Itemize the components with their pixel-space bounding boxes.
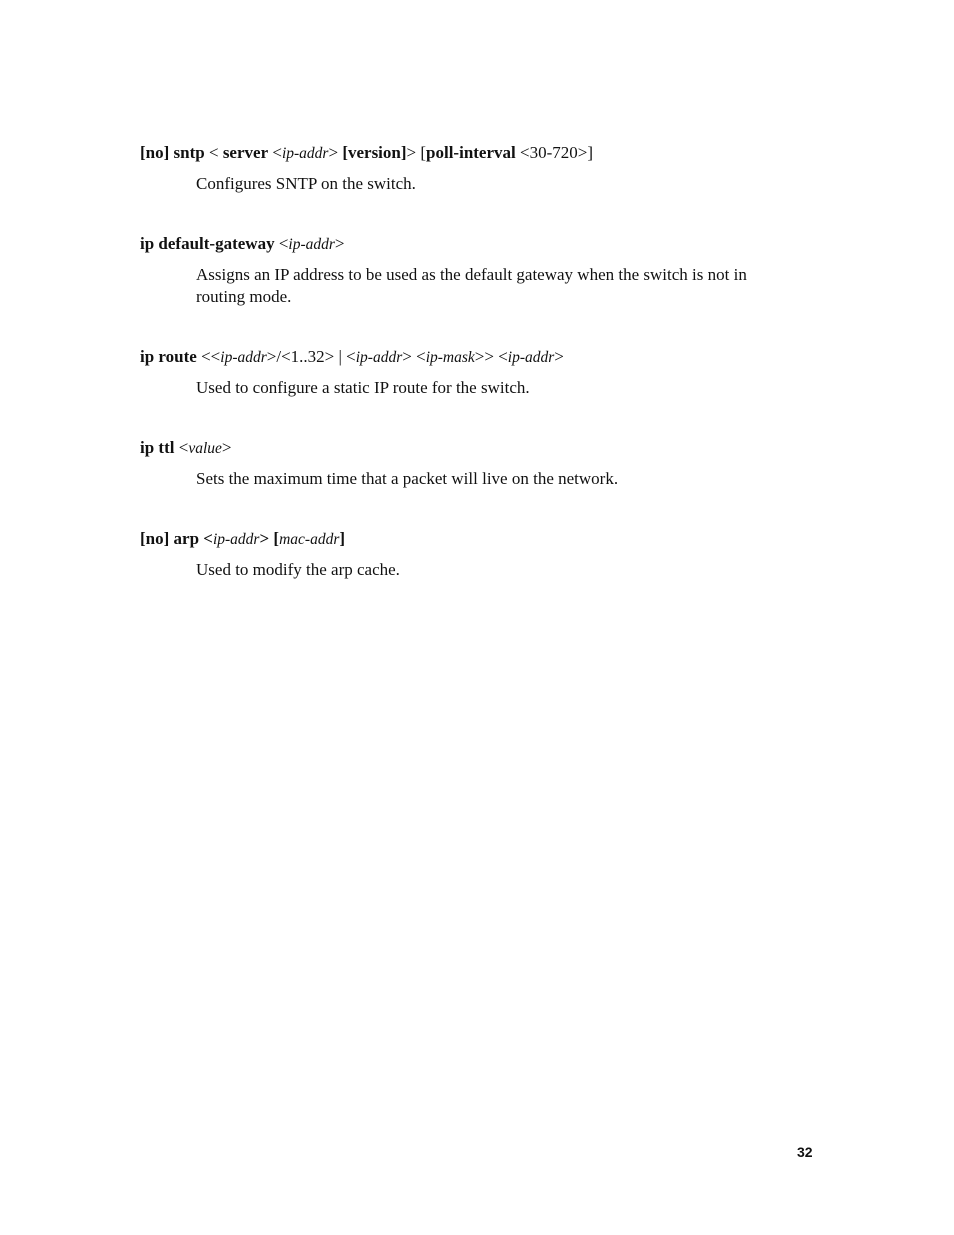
command-description: Used to configure a static IP route for the switch. — [196, 378, 530, 397]
syntax-keyword: [version] — [342, 143, 407, 162]
command-entry-sntp — [140, 142, 820, 195]
syntax-text: <30-720>] — [515, 143, 593, 162]
syntax-parameter: mac-addr — [279, 531, 340, 548]
command-syntax — [140, 528, 820, 551]
command-entry-ip-route — [140, 346, 820, 399]
command-entry-arp — [140, 528, 820, 581]
syntax-parameter: ip-mask — [425, 349, 475, 366]
command-description: Used to modify the arp cache. — [196, 560, 400, 579]
command-syntax — [140, 437, 820, 460]
syntax-parameter: ip-addr — [288, 236, 335, 253]
command-syntax — [140, 346, 820, 369]
syntax-keyword: server — [222, 143, 269, 162]
command-description: Configures SNTP on the switch. — [196, 174, 416, 193]
syntax-keyword: ip route — [140, 347, 197, 366]
syntax-text: > < — [402, 347, 426, 366]
syntax-text: > — [334, 234, 345, 253]
syntax-text: > — [554, 347, 564, 366]
syntax-parameter: ip-addr — [212, 531, 260, 548]
syntax-parameter: value — [188, 440, 222, 457]
syntax-text: >> < — [474, 347, 508, 366]
syntax-text: > [ — [406, 143, 427, 162]
syntax-keyword: ip default-gateway — [140, 234, 275, 253]
syntax-text: << — [196, 347, 221, 366]
syntax-text: < — [204, 143, 223, 162]
syntax-keyword: [no] sntp — [140, 143, 205, 162]
syntax-keyword: ip ttl — [140, 438, 175, 457]
syntax-keyword: ] — [339, 529, 346, 548]
command-entry-default-gateway — [140, 233, 820, 308]
syntax-text: < — [268, 143, 282, 162]
command-description: Sets the maximum time that a packet will live on the network. — [196, 469, 619, 488]
syntax-parameter: ip-addr — [281, 145, 329, 162]
syntax-parameter: ip-addr — [507, 349, 555, 366]
syntax-text: < — [274, 234, 289, 253]
syntax-text: > — [221, 438, 232, 457]
syntax-keyword: poll-interval — [426, 143, 516, 162]
syntax-parameter: ip-addr — [220, 349, 267, 366]
syntax-keyword: > [ — [259, 529, 280, 548]
command-syntax — [140, 233, 820, 256]
command-syntax — [140, 142, 820, 165]
page-number: 32 — [797, 1144, 813, 1160]
syntax-text: > — [328, 143, 343, 162]
command-entry-ip-ttl — [140, 437, 820, 490]
syntax-text: < — [174, 438, 189, 457]
command-description: Assigns an IP address to be used as the default gateway when the switch is not in routing mode. — [196, 265, 747, 306]
syntax-parameter: ip-addr — [355, 349, 403, 366]
syntax-text: >/<1..32> | < — [266, 347, 356, 366]
syntax-keyword: [no] arp < — [140, 529, 213, 548]
